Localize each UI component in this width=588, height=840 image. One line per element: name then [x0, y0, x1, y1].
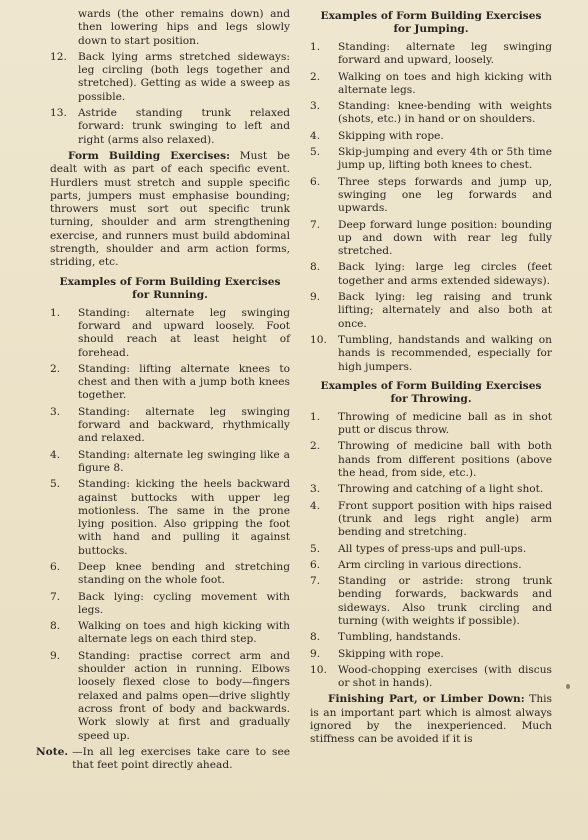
exercise-item: [50, 561, 290, 588]
exercise-item: [310, 41, 552, 68]
jumping-heading: [310, 10, 552, 36]
left-column: [36, 8, 290, 840]
exercise-text: Walking on toes and high kicking with alternate legs on each third step.: [78, 620, 290, 646]
exercise-text: Deep knee bending and stretching standing on the whole foot.: [78, 560, 290, 587]
exercise-text: Back lying: cycling movement with legs.: [78, 590, 290, 616]
running-heading: [50, 276, 290, 302]
exercise-number: 6.: [50, 560, 61, 573]
exercise-number: 3.: [50, 405, 61, 418]
exercise-text: Walking on toes and high kicking with alternate legs.: [338, 70, 552, 96]
exercise-text: Standing: alternate leg swinging like a figure 8.: [78, 448, 290, 474]
top-exercise-list: [50, 51, 290, 147]
jumping-heading-line2: for Jumping.: [393, 23, 469, 35]
exercise-item: [310, 500, 552, 540]
exercise-item: [310, 219, 552, 259]
exercise-item: [50, 478, 290, 558]
paper-speck: [566, 684, 570, 689]
exercise-number: 10.: [310, 333, 327, 346]
exercise-number: 8.: [310, 261, 321, 274]
exercise-item: [310, 543, 552, 556]
exercise-number: 1.: [310, 41, 321, 53]
exercise-text: Standing: alternate leg swinging forward and upward, loosely.: [338, 41, 552, 67]
exercise-number: 6.: [310, 558, 321, 571]
exercise-item: [310, 440, 552, 480]
throwing-heading: [310, 380, 552, 406]
form-building-body: Must be dealt with as part of each specific event. Hurdlers must stretch and supple specific parts, jumpers must emphasise bounding; throwers must sort out specific trunk turning, shoulder and arm strengthening exercise, and runners must build abdominal strength, shoulder and arm action forms, striding, etc.: [50, 149, 290, 269]
exercise-number: 3.: [310, 483, 321, 496]
exercise-number: 1.: [310, 410, 321, 423]
exercise-item: [310, 483, 552, 496]
right-column: [310, 8, 552, 840]
exercise-text: Skipping with rope.: [338, 129, 444, 142]
exercise-text: Tumbling, handstands and walking on hands is recommended, especially for high jumpers.: [338, 333, 552, 373]
exercise-text: Skip-jumping and every 4th or 5th time jump up, lifting both knees to chest.: [338, 146, 552, 172]
running-heading-line2: for Running.: [132, 288, 208, 301]
exercise-item: [310, 334, 552, 374]
exercise-text: Throwing of medicine ball with both hands from different positions (above the head, from side, etc.).: [338, 440, 552, 480]
exercise-number: 13.: [50, 107, 67, 120]
form-building-paragraph: [50, 150, 290, 270]
exercise-text: Standing: alternate leg swinging forward and upward loosely. Foot should reach at least height of forehead.: [78, 306, 290, 359]
exercise-number: 3.: [310, 100, 321, 113]
exercise-item: [310, 631, 552, 644]
exercise-text: Standing or astride: strong trunk bending forwards, backwards and sideways. Also trunk circling and turning (with weights if possible).: [338, 575, 552, 627]
exercise-number: 12.: [50, 50, 67, 63]
exercise-item: [50, 650, 290, 743]
exercise-item: [310, 100, 552, 127]
exercise-item: [310, 291, 552, 331]
exercise-item: [50, 51, 290, 104]
exercise-text: Standing: alternate leg swinging forward and backward, rhythmically and relaxed.: [78, 405, 290, 445]
exercise-number: 8.: [310, 631, 321, 644]
exercise-number: 6.: [310, 175, 321, 188]
exercise-number: 7.: [310, 575, 321, 588]
exercise-number: 5.: [310, 542, 321, 555]
exercise-number: 7.: [50, 590, 61, 603]
exercise-number: 1.: [50, 306, 61, 319]
jumping-exercise-list: [310, 41, 552, 374]
note-block: [36, 745, 290, 773]
finishing-body: This is an important part which is almost always ignored by the inexperienced. Much stiffness can be avoided if it is: [310, 693, 552, 746]
note-text: —In all leg exercises take care to see that feet point directly ahead.: [72, 745, 290, 772]
exercise-number: 5.: [50, 478, 61, 491]
throwing-heading-line1: Examples of Form Building Exercises: [320, 379, 542, 392]
exercise-item: [50, 406, 290, 446]
exercise-item: [50, 449, 290, 476]
exercise-number: 4.: [310, 499, 321, 512]
exercise-item: [310, 575, 552, 628]
exercise-text: Back lying arms stretched sideways: leg circling (both legs together and stretched). Getting as wide a sweep as possible.: [78, 50, 290, 103]
exercise-text: Throwing and catching of a light shot.: [338, 483, 544, 496]
exercise-text: Front support position with hips raised (trunk and legs right angle) arm bending and stretching.: [338, 499, 552, 539]
exercise-item: [50, 620, 290, 647]
exercise-text: Arm circling in various directions.: [338, 558, 522, 571]
exercise-item: [310, 664, 552, 691]
exercise-number: 8.: [50, 620, 61, 633]
exercise-text: Standing: practise correct arm and shoulder action in running. Elbows loosely flexed close to body—fingers relaxed and palms open—drive slightly across front of body and backwards. Work slowly at first and gradually speed up.: [78, 649, 290, 742]
exercise-number: 10.: [310, 663, 327, 676]
running-exercise-list: [50, 307, 290, 743]
exercise-item: [310, 411, 552, 438]
exercise-item: [50, 307, 290, 360]
exercise-item: [310, 176, 552, 216]
jumping-heading-line1: Examples of Form Building Exercises: [320, 10, 542, 22]
continuation-text: wards (the other remains down) and then lowering hips and legs slowly down to start position.: [78, 8, 290, 47]
exercise-item: [310, 146, 552, 173]
exercise-number: 2.: [50, 362, 61, 375]
exercise-number: 2.: [310, 70, 321, 83]
exercise-text: Wood-chopping exercises (with discus or shot in hands).: [338, 663, 552, 690]
exercise-text: Throwing of medicine ball as in shot putt or discus throw.: [338, 410, 552, 437]
exercise-item: [50, 591, 290, 618]
exercise-item: [310, 559, 552, 572]
finishing-run-in-heading: Finishing Part, or Limber Down:: [328, 693, 525, 706]
exercise-number: 2.: [310, 440, 321, 453]
exercise-item: [310, 261, 552, 288]
exercise-text: Deep forward lunge position: bounding up and down with rear leg fully stretched.: [338, 218, 552, 258]
exercise-text: Standing: kicking the heels backward against buttocks with upper leg motionless. The same in the prone lying position. Also gripping the foot with hand and pulling it against buttocks.: [78, 478, 290, 557]
exercise-text: Back lying: leg raising and trunk lifting; alternately and also both at once.: [338, 291, 552, 330]
exercise-text: All types of press-ups and pull-ups.: [338, 542, 527, 555]
exercise-number: 4.: [310, 129, 321, 142]
exercise-item: [50, 107, 290, 147]
throwing-exercise-list: [310, 411, 552, 691]
exercise-text: Standing: knee-bending with weights (shots, etc.) in hand or on shoulders.: [338, 100, 552, 126]
form-building-run-in-heading: Form Building Exercises:: [68, 149, 231, 162]
exercise-item: [310, 71, 552, 98]
exercise-number: 9.: [310, 647, 321, 660]
exercise-number: 9.: [310, 291, 321, 304]
exercise-text: Skipping with rope.: [338, 647, 444, 660]
finishing-paragraph: [310, 693, 552, 746]
exercise-text: Back lying: large leg circles (feet together and arms extended sideways).: [338, 261, 552, 287]
exercise-item: [50, 363, 290, 403]
exercise-text: Three steps forwards and jump up, swinging one leg forwards and upwards.: [338, 175, 552, 215]
exercise-text: Standing: lifting alternate knees to chest and then with a jump both knees together.: [78, 362, 290, 402]
exercise-text: Astride standing trunk relaxed forward: trunk swinging to left and right (arms also relaxed).: [78, 107, 290, 146]
exercise-item: [310, 130, 552, 143]
exercise-number: 5.: [310, 146, 321, 159]
exercise-item: [310, 648, 552, 661]
exercise-number: 7.: [310, 218, 321, 231]
note-label: Note.: [36, 745, 69, 758]
exercise-text: Tumbling, handstands.: [338, 631, 461, 644]
exercise-number: 4.: [50, 448, 61, 461]
running-heading-line1: Examples of Form Building Exercises: [59, 275, 281, 288]
throwing-heading-line2: for Throwing.: [390, 392, 472, 405]
exercise-number: 9.: [50, 649, 61, 662]
